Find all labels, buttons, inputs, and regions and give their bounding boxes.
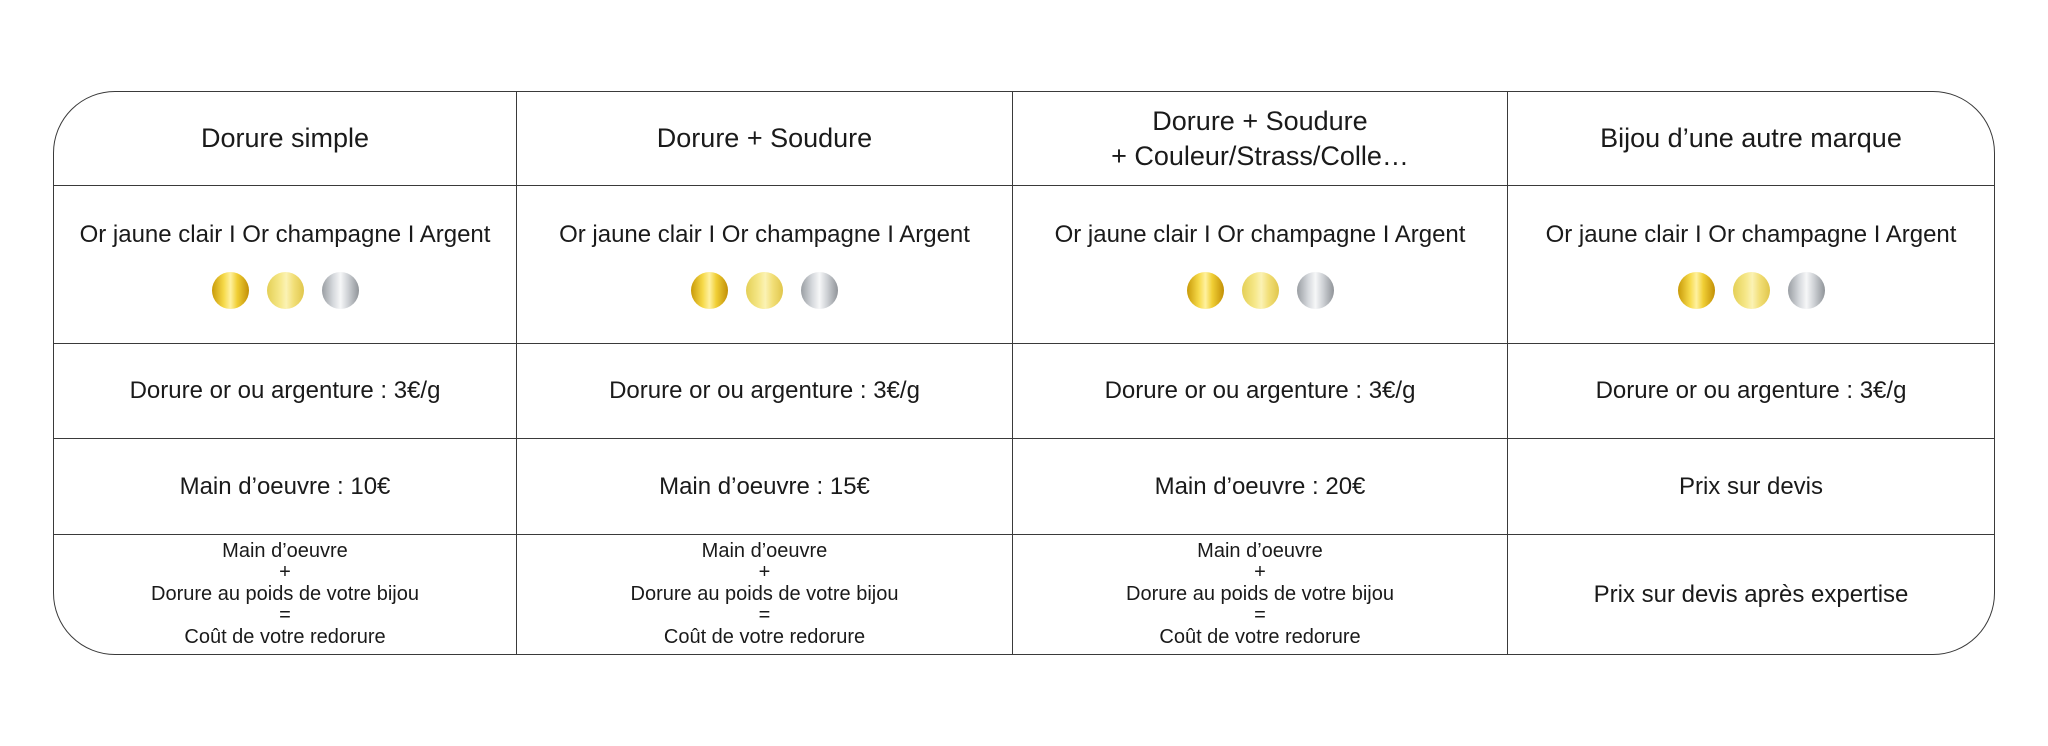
formula-line: + (279, 561, 291, 584)
champagne-gold-swatch-icon (1242, 272, 1279, 309)
metals-label: Or jaune clair I Or champagne I Argent (1545, 221, 1957, 248)
silver-swatch-icon (801, 272, 838, 309)
header-cell-other-brand (1508, 92, 1994, 186)
header-cell-simple (54, 92, 517, 186)
cost-formula-cell (1013, 535, 1508, 654)
labor-price: Main d’oeuvre : 15€ (659, 472, 870, 500)
formula-line: Main d’oeuvre (701, 539, 828, 562)
metal-swatches (212, 272, 359, 309)
cost-formula (631, 541, 899, 649)
champagne-gold-swatch-icon (267, 272, 304, 309)
labor-price-cell (1013, 439, 1508, 535)
yellow-gold-swatch-icon (691, 272, 728, 309)
champagne-gold-swatch-icon (746, 272, 783, 309)
metals-cell (54, 186, 517, 344)
formula-line: Coût de votre redorure (663, 625, 866, 648)
formula-line: Dorure au poids de votre bijou (630, 582, 899, 605)
header-cell-solder (517, 92, 1013, 186)
plating-price: Dorure or ou argenture : 3€/g (609, 377, 920, 404)
plating-price-cell (54, 344, 517, 439)
pricing-table (53, 91, 1995, 655)
formula-line: + (1254, 561, 1266, 584)
plating-price-cell (1013, 344, 1508, 439)
metals-cell (1508, 186, 1994, 344)
formula-line: = (279, 604, 291, 627)
metals-label: Or jaune clair I Or champagne I Argent (559, 221, 970, 248)
metals-cell (1013, 186, 1508, 344)
plating-price: Dorure or ou argenture : 3€/g (1595, 377, 1907, 404)
plating-price: Dorure or ou argenture : 3€/g (1104, 377, 1416, 404)
cost-formula (151, 541, 419, 649)
labor-price: Prix sur devis (1678, 472, 1824, 500)
labor-price: Main d’oeuvre : 10€ (179, 472, 391, 500)
column-header: Dorure + Soudure + Couleur/Strass/Colle… (1111, 105, 1409, 171)
metals-cell (517, 186, 1013, 344)
yellow-gold-swatch-icon (1678, 272, 1715, 309)
labor-price: Main d’oeuvre : 20€ (1154, 472, 1366, 500)
formula-line: = (1254, 604, 1266, 627)
silver-swatch-icon (1297, 272, 1334, 309)
quote-after-expertise: Prix sur devis après expertise (1593, 580, 1909, 608)
silver-swatch-icon (1788, 272, 1825, 309)
plating-price-cell (1508, 344, 1994, 439)
formula-line: Coût de votre redorure (1159, 625, 1361, 648)
metal-swatches (691, 272, 838, 309)
formula-line: + (758, 561, 771, 584)
yellow-gold-swatch-icon (212, 272, 249, 309)
labor-price-cell (517, 439, 1013, 535)
formula-line: = (758, 604, 771, 627)
formula-line: Coût de votre redorure (184, 625, 386, 648)
column-header: Dorure + Soudure (656, 123, 873, 153)
metal-swatches (1187, 272, 1334, 309)
champagne-gold-swatch-icon (1733, 272, 1770, 309)
formula-line: Dorure au poids de votre bijou (1126, 582, 1394, 605)
column-header: Bijou d’une autre marque (1600, 123, 1902, 153)
labor-price-cell (54, 439, 517, 535)
yellow-gold-swatch-icon (1187, 272, 1224, 309)
metals-label: Or jaune clair I Or champagne I Argent (1054, 221, 1466, 248)
column-header: Dorure simple (200, 123, 370, 153)
formula-line: Main d’oeuvre (1197, 539, 1323, 562)
formula-line: Dorure au poids de votre bijou (151, 582, 419, 605)
silver-swatch-icon (322, 272, 359, 309)
metals-label: Or jaune clair I Or champagne I Argent (79, 221, 491, 248)
cost-formula-cell (54, 535, 517, 654)
header-cell-color (1013, 92, 1508, 186)
metal-swatches (1678, 272, 1825, 309)
cost-formula-cell (1508, 535, 1994, 654)
plating-price: Dorure or ou argenture : 3€/g (129, 377, 441, 404)
cost-formula (1126, 541, 1394, 649)
labor-price-cell (1508, 439, 1994, 535)
cost-formula-cell (517, 535, 1013, 654)
formula-line: Main d’oeuvre (222, 539, 348, 562)
plating-price-cell (517, 344, 1013, 439)
